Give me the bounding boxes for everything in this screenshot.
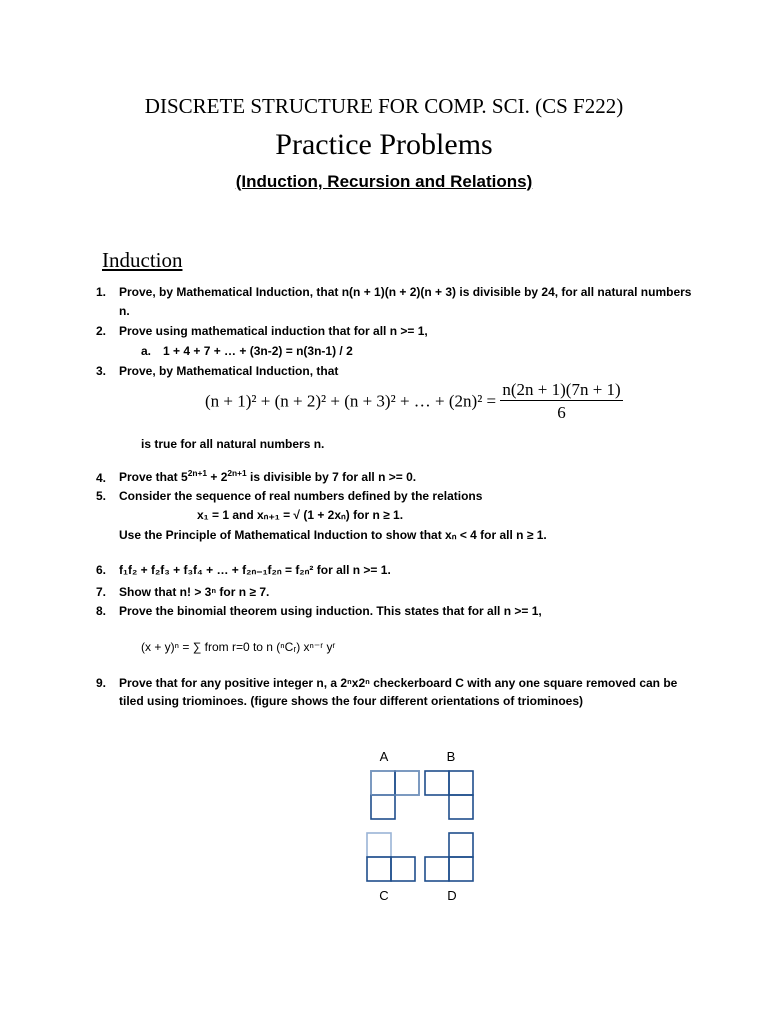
triomino-b xyxy=(425,771,473,819)
problem-2a-label: a. xyxy=(141,344,152,358)
fraction-numerator: n(2n + 1)(7n + 1) xyxy=(502,380,621,399)
triomino-d xyxy=(425,833,473,881)
problem-3-number: 3. xyxy=(96,364,107,378)
equation-lhs: (n + 1)² + (n + 2)² + (n + 3)² + … + (2n)² = xyxy=(205,391,497,411)
problem-3-text: Prove, by Mathematical Induction, that xyxy=(119,364,339,378)
figure-label-c: C xyxy=(379,888,389,903)
problem-5-number: 5. xyxy=(96,489,107,503)
course-title: DISCRETE STRUCTURE FOR COMP. SCI. (CS F222) xyxy=(144,94,624,118)
problem-5-text: Consider the sequence of real numbers defined by the relations xyxy=(119,489,483,503)
page-subtitle: (Induction, Recursion and Relations) xyxy=(235,172,533,191)
triomino-a xyxy=(371,771,419,819)
problem-5-relation: x₁ = 1 and xₙ₊₁ = √ (1 + 2xₙ) for n ≥ 1. xyxy=(197,508,404,522)
page-title: Practice Problems xyxy=(275,128,493,161)
problem-4-text: Prove that $5^{2n+1} + 2^{2n+1}$ is divisible by 7 for all n >= 0. xyxy=(119,468,417,484)
problem-2-number: 2. xyxy=(96,324,107,338)
problem-7-number: 7. xyxy=(96,585,107,599)
triomino-c xyxy=(367,833,415,881)
figure-label-b: B xyxy=(446,749,456,764)
problem-3-conclusion: is true for all natural numbers n. xyxy=(141,437,325,451)
problem-1-text: Prove, by Mathematical Induction, that n(n + 1)(n + 2)(n + 3) is divisible by 24, for all natural numbers xyxy=(119,285,692,299)
problem-4-number: 4. xyxy=(96,471,107,485)
problem-9-number: 9. xyxy=(96,676,107,690)
problem-6-text: f₁f₂ + f₂f₃ + f₃f₄ + … + f₂ₙ₋₁f₂ₙ = f₂ₙ² for all n >= 1. xyxy=(119,563,391,577)
fraction-denominator: 6 xyxy=(557,403,566,422)
binomial-formula: (x + y)ⁿ = ∑ from r=0 to n (ⁿCᵣ) xⁿ⁻ʳ yʳ xyxy=(141,640,336,654)
problem-8-number: 8. xyxy=(96,604,107,618)
figure-label-d: D xyxy=(447,888,457,903)
equation-fraction xyxy=(500,380,622,423)
problem-3-equation xyxy=(205,380,623,423)
problem-1-number: 1. xyxy=(96,285,107,299)
problem-7-text: Show that n! > 3ⁿ for n ≥ 7. xyxy=(119,585,270,599)
problem-5-task: Use the Principle of Mathematical Induction to show that xₙ < 4 for all n ≥ 1. xyxy=(119,528,547,542)
problem-6-number: 6. xyxy=(96,563,107,577)
problem-2a-text: 1 + 4 + 7 + … + (3n-2) = n(3n-1) / 2 xyxy=(163,344,353,358)
figure-label-a: A xyxy=(379,749,389,764)
triomino-figure xyxy=(355,745,495,905)
problem-2-text: Prove using mathematical induction that for all n >= 1, xyxy=(119,324,428,338)
problem-1-text-cont: n. xyxy=(119,304,130,318)
section-heading: Induction xyxy=(102,248,183,272)
problem-8-text: Prove the binomial theorem using induction. This states that for all n >= 1, xyxy=(119,604,542,618)
problem-9-text-cont: tiled using triominoes. (figure shows the four different orientations of triominoes) xyxy=(119,694,584,708)
problem-9-text: Prove that for any positive integer n, a 2ⁿx2ⁿ checkerboard C with any one square removed can be xyxy=(119,676,678,690)
